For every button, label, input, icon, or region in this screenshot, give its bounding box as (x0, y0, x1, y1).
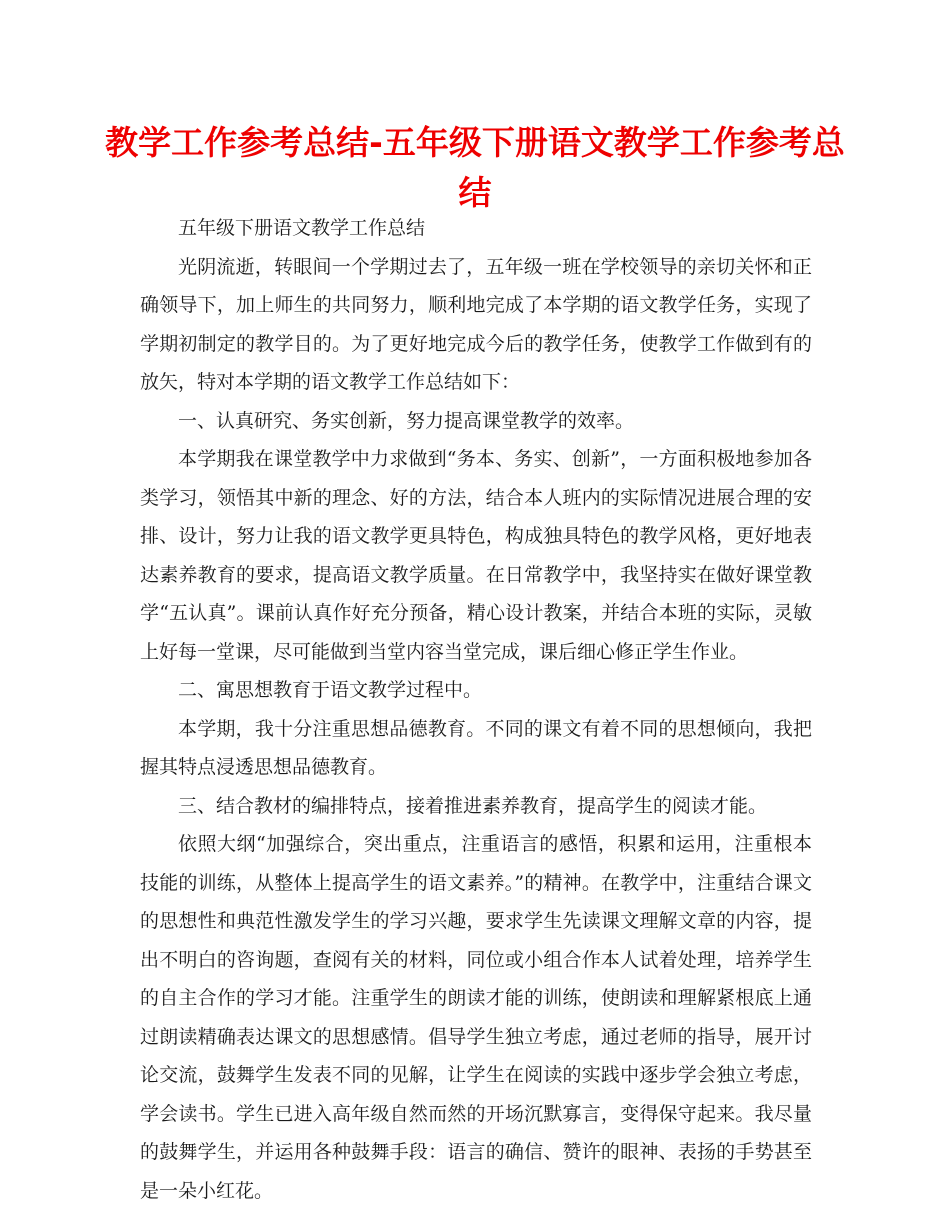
section-heading-2: 二、寓思想教育于语文教学过程中。 (178, 679, 483, 701)
section-heading-1: 一、认真研究、务实创新，努力提高课堂教学的效率。 (178, 409, 635, 432)
section-paragraph-1: 本学期我在课堂教学中力求做到“务本、务实、创新”，一方面积极地参加各类学习，领悟其中新的理念、好的方法，结合本人班内的实际情况进展合理的安排、设计，努力让我的语文教学更具特色，构成独具特色的教学风格，更好地表达素养教育的要求，提高语文教学质量。在日常教学中，我坚持实在做好课堂教学“五认真”。课前认真作好充分预备，精心设计教案，并结合本班的实际，灵敏上好每一堂课，尽可能做到当堂内容当堂完成，课后细心修正学生作业。 (140, 448, 812, 663)
section-heading-3: 三、结合教材的编排特点，接着推进素养教育，提高学生的阅读才能。 (178, 794, 768, 817)
document-body (140, 209, 812, 1210)
section-paragraph-2: 本学期，我十分注重思想品德教育。不同的课文有着不同的思想倾向，我把握其特点浸透思想品德教育。 (140, 717, 812, 778)
subtitle-paragraph: 五年级下册语文教学工作总结 (178, 217, 426, 239)
document-title: 教学工作参考总结-五年级下册语文教学工作参考总结 (105, 123, 845, 212)
intro-paragraph: 光阴流逝，转眼间一个学期过去了，五年级一班在学校领导的亲切关怀和正确领导下，加上师生的共同努力，顺利地完成了本学期的语文教学任务，实现了学期初制定的教学目的。为了更好地完成今后的教学任务，使教学工作做到有的放矢，特对本学期的语文教学工作总结如下： (140, 255, 812, 393)
section-paragraph-3: 依照大纲“加强综合，突出重点，注重语言的感悟，积累和运用，注重根本技能的训练，从整体上提高学生的语文素养。”的精神。在教学中，注重结合课文的思想性和典范性激发学生的学习兴趣，要求学生先读课文理解文章的内容，提出不明白的咨询题，查阅有关的材料，同位或小组合作本人试着处理，培养学生的自主合作的学习才能。注重学生的朗读才能的训练，使朗读和理解紧根底上通过朗读精确表达课文的思想感情。倡导学生独立考虑，通过老师的指导，展开讨论交流，鼓舞学生发表不同的见解，让学生在阅读的实践中逐步学会独立考虑，学会读书。学生已进入高年级自然而然的开场沉默寡言，变得保守起来。我尽量的鼓舞学生，并运用各种鼓舞手段：语言的确信、赞许的眼神、表扬的手势甚至是一朵小红花。 (140, 833, 812, 1202)
